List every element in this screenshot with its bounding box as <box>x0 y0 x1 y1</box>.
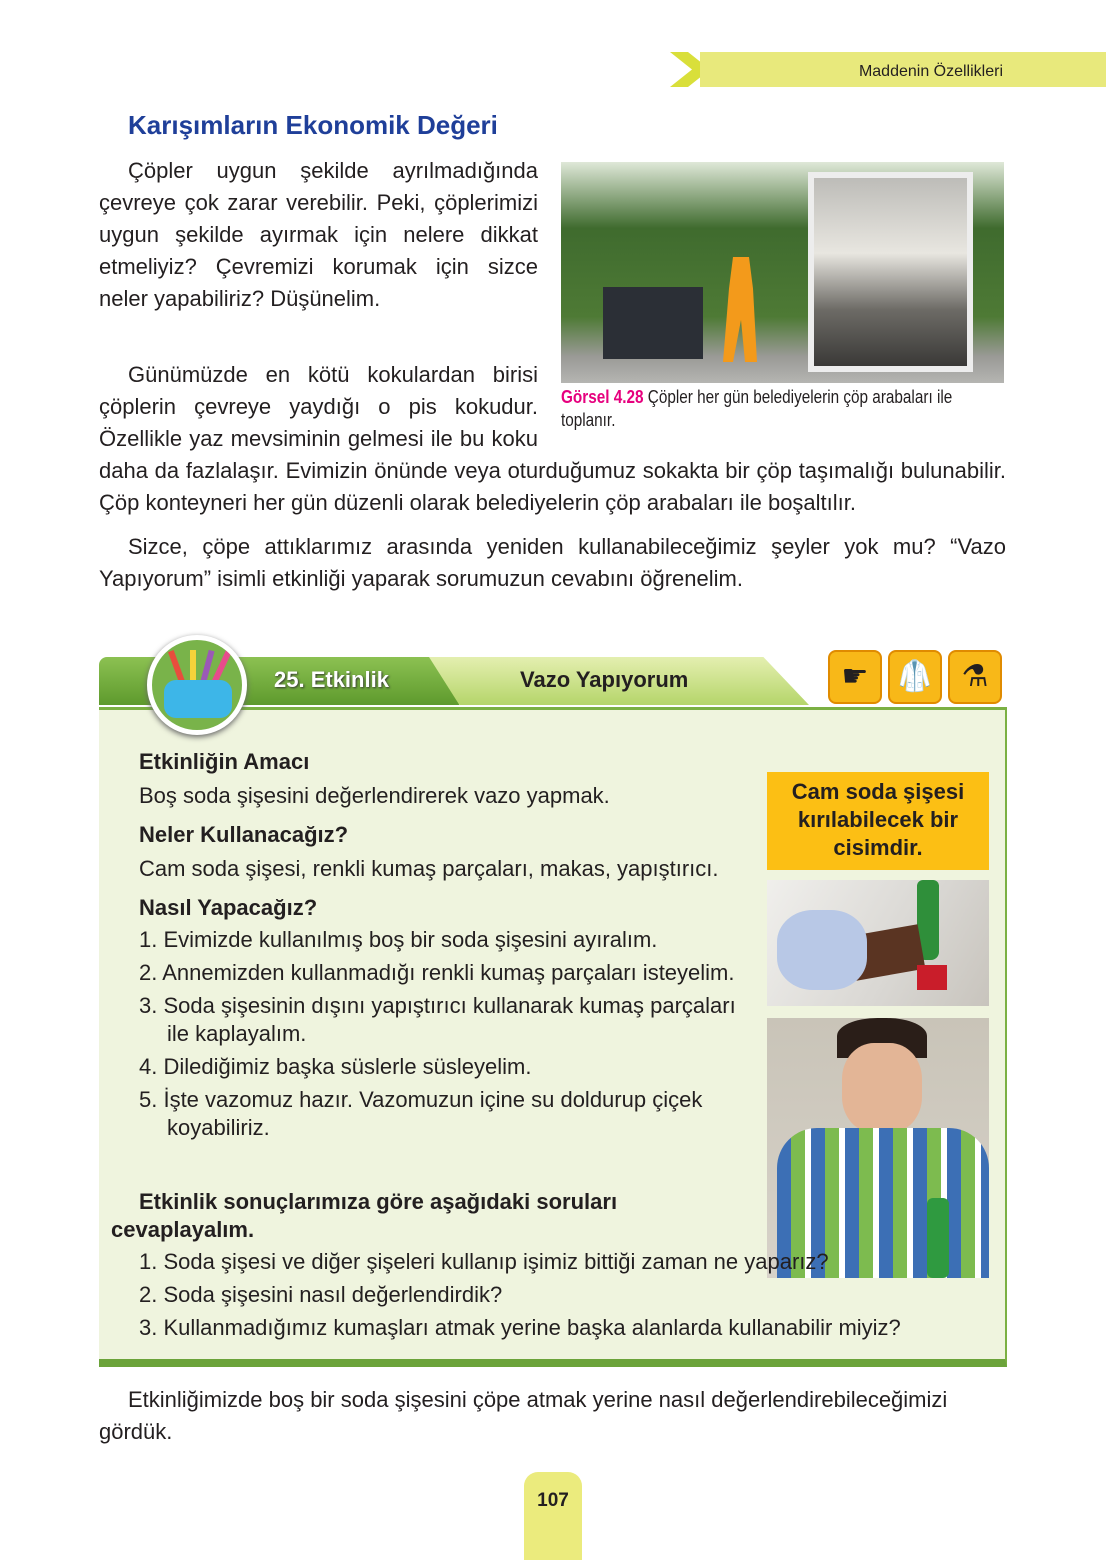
step-item: 1. Evimizde kullanılmış boş bir soda şişesini ayıralım. <box>139 927 658 952</box>
warning-box: Cam soda şişesi kırılabilecek bir cisimdir. <box>767 772 989 870</box>
truck-shape <box>808 172 973 372</box>
bin-shape <box>603 287 703 359</box>
steps-heading: Nasıl Yapacağız? <box>139 895 318 920</box>
lab-coat-icon: 🥼 <box>888 650 942 704</box>
steps-list <box>139 926 753 1142</box>
chapter-header <box>700 52 1106 87</box>
question-item: 1. Soda şişesi ve diğer şişeleri kullanıp işimiz bittiği zaman ne yaparız? <box>139 1249 829 1274</box>
materials-photo <box>767 880 989 1006</box>
activity-box <box>99 655 1007 1367</box>
paragraph: Sizce, çöpe attıklarımız arasında yeniden kullanabileceğimiz şeyler yok mu? “Vazo Yapıyorum” isimli etkinliği yaparak sorumuzun cevabını öğrenelim. <box>99 534 1006 591</box>
questions-list <box>111 1248 991 1342</box>
question-item: 2. Soda şişesini nasıl değerlendirdik? <box>139 1282 503 1307</box>
aim-heading: Etkinliğin Amacı <box>139 749 310 774</box>
chapter-title: Maddenin Özellikleri <box>858 63 1003 80</box>
closing-text <box>99 1384 1014 1448</box>
figure-label: Görsel 4.28 <box>561 387 644 407</box>
activity-name: Vazo Yapıyorum <box>520 667 689 692</box>
step-item: 3. Soda şişesinin dışını yapıştırıcı kullanarak kumaş parçaları ile kaplayalım. <box>139 993 736 1046</box>
activity-number: 25. Etkinlik <box>274 667 389 692</box>
main-text <box>99 155 1006 595</box>
activity-header <box>99 655 1007 707</box>
pencil-case-icon <box>147 635 247 735</box>
question-item: 3. Kullanmadığımız kumaşları atmak yerine başka alanlarda kullanabilir miyiz? <box>139 1315 901 1340</box>
materials-heading: Neler Kullanacağız? <box>139 822 349 847</box>
questions-block <box>111 1188 991 1347</box>
paragraph: Günümüzde en kötü kokulardan birisi çöplerin çevreye yaydığı o pis kokudur. Özellikle yaz mevsiminin gelmesi ile bu koku daha da fazlalaşır. Evimizin önünde veya oturduğumuz sokakta bir çöp taşımalığı bulunabilir. Çöp konteyneri her gün düzenli olarak belediyelerin çöp arabaları ile boşaltılır. <box>99 362 1006 515</box>
figure-caption <box>561 386 1003 432</box>
aim-text: Boş soda şişesini değerlendirerek vazo yapmak. <box>139 783 610 808</box>
flask-icon: ⚗ <box>948 650 1002 704</box>
questions-heading: Etkinlik sonuçlarımıza göre aşağıdaki soruları cevaplayalım. <box>111 1189 618 1242</box>
paragraph: Çöpler uygun şekilde ayrılmadığında çevreye çok zarar verebilir. Peki, çöplerimizi uygun şekilde ayırmak için nelere dikkat etmeliyiz? Çevremizi korumak için sizce neler yapabiliriz? Düşünelim. <box>99 158 538 311</box>
caption-text: Çöpler her gün belediyelerin çöp arabaları ile toplanır. <box>561 387 953 430</box>
worker-shape <box>721 257 761 362</box>
page-number: 107 <box>524 1472 582 1560</box>
garbage-truck-photo <box>561 162 1004 383</box>
hand-warning-icon: ☛ <box>828 650 882 704</box>
closing-paragraph: Etkinliğimizde boş bir soda şişesini çöpe atmak yerine nasıl değerlendirebileceğimizi gördük. <box>99 1387 948 1444</box>
activity-text <box>139 748 753 1147</box>
materials-text: Cam soda şişesi, renkli kumaş parçaları, makas, yapıştırıcı. <box>139 856 719 881</box>
step-item: 2. Annemizden kullanmadığı renkli kumaş parçaları isteyelim. <box>139 960 735 985</box>
section-title: Karışımların Ekonomik Değeri <box>128 110 498 140</box>
step-item: 4. Dilediğimiz başka süslerle süsleyelim. <box>139 1054 532 1079</box>
step-item: 5. İşte vazomuz hazır. Vazomuzun içine su doldurup çiçek koyabiliriz. <box>139 1087 703 1140</box>
activity-body <box>99 707 1007 1367</box>
figure <box>561 162 1006 452</box>
